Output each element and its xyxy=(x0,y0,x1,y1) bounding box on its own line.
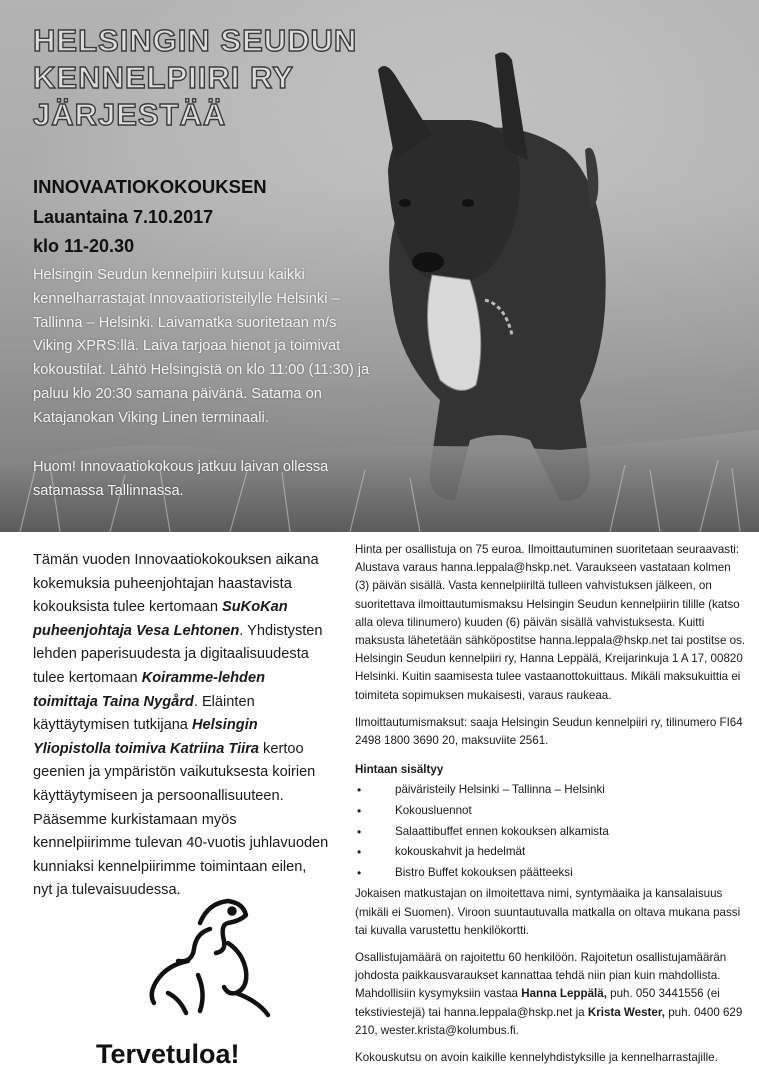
speaker-3: Helsingin Yliopistolla toimiva Katriina Tiira xyxy=(33,717,259,757)
list-item xyxy=(355,863,748,884)
hero-title-line-1: HELSINGIN SEUDUN xyxy=(33,23,358,58)
welcome-text: Tervetuloa! xyxy=(96,1039,240,1069)
list-item-text: Bistro Buffet kokouksen päätteeksi xyxy=(395,865,573,879)
payment-paragraph: Ilmoittautumismaksut: saaja Helsingin Seudun kennelpiiri ry, tilinumero FI64 2498 1800 3690 20, maksuviite 2561. xyxy=(355,715,743,748)
includes-heading: Hintaan sisältyy xyxy=(355,763,444,777)
list-item-text: Salaattibuffet ennen kokouksen alkamista xyxy=(395,824,609,838)
contact-name-2: Krista Wester, xyxy=(587,1005,665,1019)
hero-title-line-3: JÄRJESTÄÄ xyxy=(33,97,227,133)
event-name: INNOVAATIOKOKOUKSEN xyxy=(33,176,267,197)
hero-title xyxy=(33,22,357,134)
note-paragraph: Huom! Innovaatiokokous jatkuu laivan ollessa satamassa Tallinnassa. xyxy=(33,459,329,499)
limit-text-3: puh. 0400 629 210, wester.krista@kolumbus.fi. xyxy=(355,1005,743,1037)
program-text-3: . Eläinten käyttäytymisen tutkijana xyxy=(33,693,255,734)
bullet-icon: • xyxy=(357,783,362,798)
list-item-text: kokouskahvit ja hedelmät xyxy=(395,845,526,859)
program-paragraph xyxy=(33,549,329,903)
limit-text-2: puh. 050 3441556 (ei tekstiviestejä) tai hanna.leppala@hskp.net ja xyxy=(355,987,720,1019)
event-time: klo 11-20.30 xyxy=(33,236,135,256)
program-text-4: kertoo geenien ja ympäristön vaikutuksesta koirien käyttäytymiseen ja persoonallisuuteen. Pääsemme kurkistamaan myös kennelpiirimme tulevan 40-vuotis juhlavuoden kunniaksi kennelpiirimme toimintaan eilen, nyt ja tulevaisuudessa. xyxy=(33,740,329,899)
speaker-2: Koiramme-lehden toimittaja Taina Nygård xyxy=(33,669,265,710)
includes-list xyxy=(355,780,748,883)
contact-name-1: Hanna Leppälä, xyxy=(521,987,607,1001)
footer-paragraph: Kokouskutsu on avoin kaikille kennelyhdistyksille ja kennelharrastajille. xyxy=(355,1051,718,1065)
passenger-paragraph: Jokaisen matkustajan on ilmoitettava nimi, syntymäaika ja kansalaisuus (mikäli ei Suomen). Viroon suuntautuvalla matkalla on oltava mukana passi tai kuvalla varustettu henkilökortti. xyxy=(355,887,741,937)
list-item-text: Kokousluennot xyxy=(395,804,472,818)
program-description xyxy=(33,549,329,903)
bullet-icon: • xyxy=(357,865,362,880)
program-text-2: . Yhdistysten lehden paperisuudesta ja digitaalisuudesta tulee kertomaan xyxy=(33,622,323,686)
list-item xyxy=(355,801,748,822)
list-item xyxy=(355,780,748,801)
event-date: Lauantaina 7.10.2017 xyxy=(33,207,214,227)
bullet-icon: • xyxy=(357,845,362,860)
intro-paragraph: Helsingin Seudun kennelpiiri kutsuu kaikki kennelharrastajat Innovaatioristeilylle Helsinki – Tallinna – Helsinki. Laivamatka suoritetaan m/s Viking XPRS:llä. Laiva tarjoaa hienot ja toimivat kokoustilat. Lähtö Helsingistä on klo 11:00 (11:30) ja paluu klo 20:30 samana päivänä. Satama on Katajanokan Viking Linen terminaali. xyxy=(33,267,370,426)
limit-paragraph xyxy=(355,949,748,1040)
speaker-1: SuKoKan puheenjohtaja Vesa Lehtonen xyxy=(33,599,288,639)
bullet-icon: • xyxy=(357,804,362,819)
list-item-text: päiväristeily Helsinki – Tallinna – Helsinki xyxy=(395,783,605,797)
list-item xyxy=(355,842,748,863)
list-item xyxy=(355,822,748,843)
registration-info xyxy=(355,541,748,1067)
dog-logo xyxy=(128,893,278,1023)
hero-section xyxy=(0,0,759,532)
price-paragraph: Hinta per osallistuja on 75 euroa. Ilmoittautuminen suoritetaan seuraavasti: Alustava varaus hanna.leppala@hskp.net. Varaukseen vastataan kolmen (3) päivän sisällä. Vasta kennelpiiriltä tulleen vahvistuksen jälkeen, on suoritettava ilmoittautumismaksu Helsingin Seudun kennelpiirin tilille (katso alla oleva tilinumero) kuuden (6) päivän sisällä vahvistuksesta. Kuitti maksusta lähetetään sähköpostitse hanna.leppala@hskp.net tai postitse os. Helsingin Seudun kennelpiiri ry, Hanna Leppälä, Kreijarinkuja 1 A 17, 00820 Helsinki. Kuitin saamisesta tulee vastaanottokuittaus. Mikäli maksukuittia ei toimiteta sopimuksen mukaisesti, varaus raukeaa. xyxy=(355,543,746,702)
bullet-icon: • xyxy=(357,824,362,839)
hero-title-line-2: KENNELPIIRI RY xyxy=(33,60,294,96)
limit-text-1: Osallistujamäärä on rajoitettu 60 henkilöön. Rajoitetun osallistujamäärän johdosta paikkausvaraukset kannattaa tehdä niin pian kuin mahdollista. Mahdollisiin kysymyksiin vastaa xyxy=(355,951,727,1001)
program-text-1: Tämän vuoden Innovaatiokokouksen aikana kokemuksia puheenjohtajan haastavista kokouksista tulee kertomaan xyxy=(33,552,319,616)
